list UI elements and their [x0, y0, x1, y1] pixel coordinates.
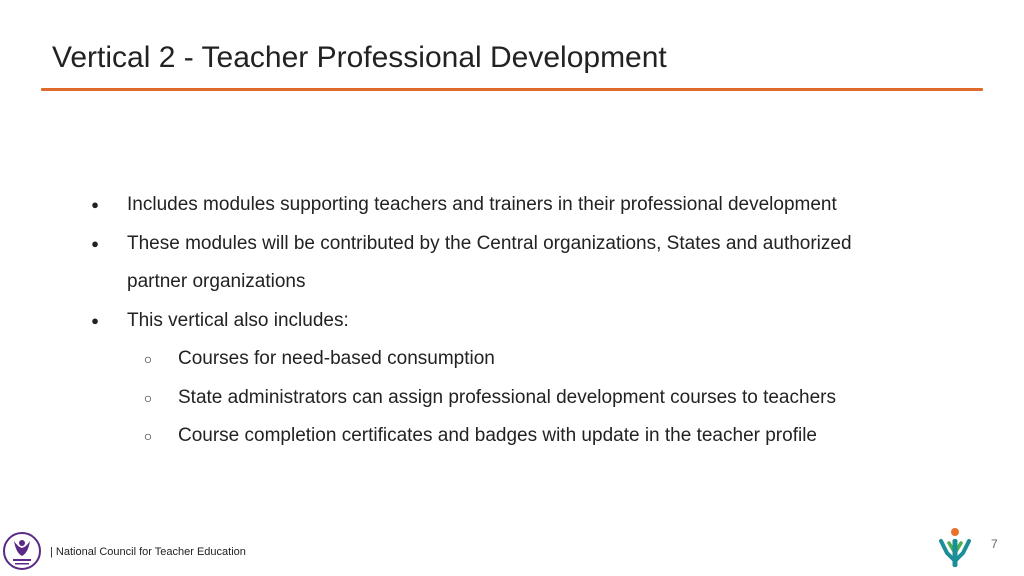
bullet-text: partner organizations	[127, 271, 306, 292]
diksha-logo-icon	[937, 527, 973, 569]
bullet-text: These modules will be contributed by the Central organizations, States and authorized	[127, 233, 852, 254]
bullet-text: Includes modules supporting teachers and trainers in their professional development	[127, 194, 837, 215]
sub-bullet-marker: ○	[143, 390, 153, 406]
ncte-emblem-icon	[2, 531, 42, 571]
footer-organization: | National Council for Teacher Education	[50, 546, 246, 558]
title-underline	[41, 88, 983, 91]
bullet-marker: ●	[91, 313, 99, 328]
bullet-marker: ●	[91, 236, 99, 251]
bullet-marker: ●	[91, 197, 99, 212]
sub-bullet-marker: ○	[143, 428, 153, 444]
bullet-text: This vertical also includes:	[127, 310, 349, 331]
sub-bullet-text: Courses for need-based consumption	[178, 348, 495, 369]
sub-bullet-text: Course completion certificates and badges with update in the teacher profile	[178, 425, 817, 446]
slide-title: Vertical 2 - Teacher Professional Development	[52, 41, 667, 74]
sub-bullet-marker: ○	[143, 351, 153, 367]
sub-bullet-text: State administrators can assign professional development courses to teachers	[178, 387, 836, 408]
page-number: 7	[991, 537, 998, 551]
